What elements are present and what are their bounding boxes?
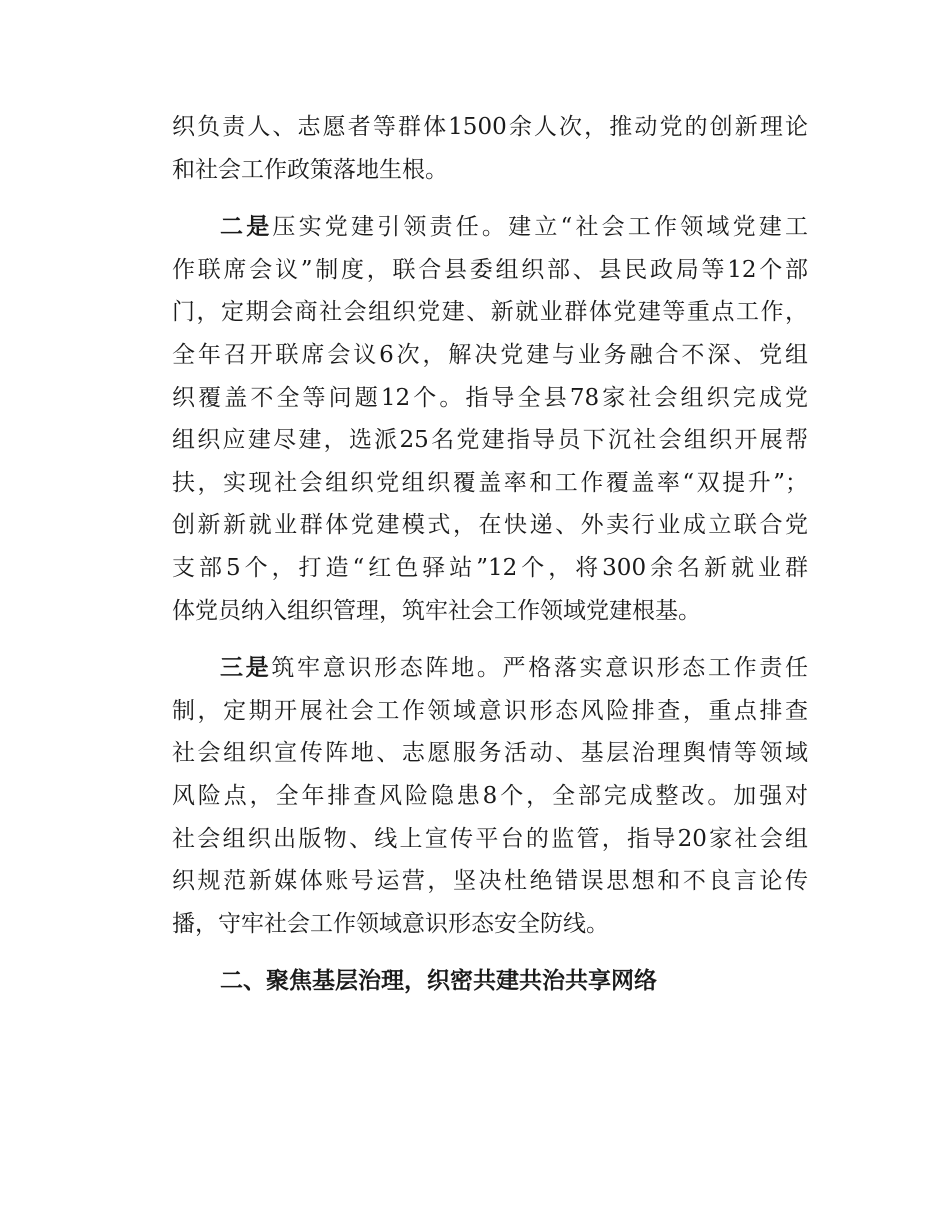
section-heading: 二、聚焦基层治理，织密共建共治共享网络	[220, 968, 657, 995]
text-line: 播，守牢社会工作领域意识形态安全防线。	[172, 910, 609, 937]
text-line: 体党员纳入组织管理，筑牢社会工作领域党建根基。	[172, 597, 701, 624]
text-line: 支部5个，打造“红色驿站”12个，将300余名新就业群	[172, 554, 808, 581]
text-line: 创新新就业群体党建模式，在快递、外卖行业成立联合党	[172, 512, 808, 539]
text-line: 织规范新媒体账号运营，坚决杜绝错误思想和不良言论传	[172, 868, 808, 895]
paragraph-lead: 三是	[220, 655, 272, 682]
text-line-body: 压实党建引领责任。建立“社会工作领域党建工	[272, 214, 808, 241]
text-line-body: 筑牢意识形态阵地。严格落实意识形态工作责任	[271, 655, 809, 682]
text-line: 作联席会议”制度，联合县委组织部、县民政局等12个部	[172, 256, 808, 283]
text-line: 社会组织出版物、线上宣传平台的监管，指导20家社会组	[172, 825, 808, 852]
document-page	[172, 106, 808, 1003]
text-line: 和社会工作政策落地生根。	[172, 156, 448, 183]
text-line: 社会组织宣传阵地、志愿服务活动、基层治理舆情等领域	[172, 740, 808, 767]
text-line: 制，定期开展社会工作领域意识形态风险排查，重点排查	[172, 697, 808, 724]
text-line	[172, 647, 808, 690]
text-line: 门，定期会商社会组织党建、新就业群体党建等重点工作，	[172, 299, 808, 326]
text-line: 组织应建尽建，选派25名党建指导员下沉社会组织开展帮	[172, 427, 808, 454]
paragraph-ideology	[172, 647, 808, 945]
text-line: 全年召开联席会议6次，解决党建与业务融合不深、党组	[172, 341, 808, 368]
text-line: 扶，实现社会组织党组织覆盖率和工作覆盖率“双提升”；	[172, 469, 808, 496]
text-line	[172, 206, 808, 249]
paragraph-continuation	[172, 106, 808, 191]
text-line: 织覆盖不全等问题12个。指导全县78家社会组织完成党	[172, 384, 808, 411]
text-line: 风险点，全年排查风险隐患8个，全部完成整改。加强对	[172, 782, 808, 809]
paragraph-party-building	[172, 206, 808, 632]
paragraph-lead: 二是	[220, 214, 273, 241]
text-line: 织负责人、志愿者等群体1500余人次，推动党的创新理论	[172, 114, 808, 140]
